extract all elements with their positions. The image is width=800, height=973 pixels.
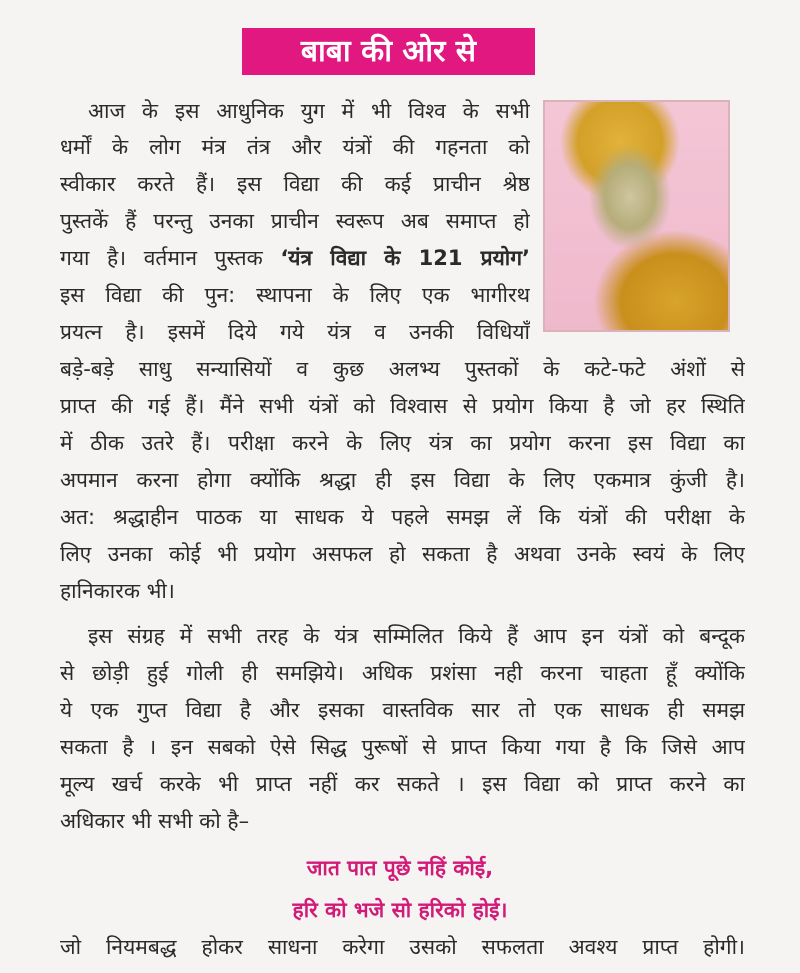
- text-line: में ठीक उतरे हैं। परीक्षा करने के लिए यंत्र का प्रयोग करना इस विद्या का: [60, 431, 745, 455]
- text-line: बड़े-बड़े साधु सन्यासियों व कुछ अलभ्य पुस्तकों के कटे-फटे अंशों से: [60, 357, 745, 381]
- verse-line: जात पात पूछे नहिं कोई,: [306, 856, 494, 880]
- text-line: इस संग्रह में सभी तरह के यंत्र सम्मिलित किये हैं आप इन यंत्रों को बन्दूक: [88, 624, 745, 648]
- text-line: आज के इस आधुनिक युग में भी विश्व के सभी: [88, 99, 530, 123]
- text-run: गया है। वर्तमान पुस्तक: [60, 246, 281, 270]
- page-title: बाबा की ओर से: [242, 28, 535, 75]
- text-line: पुस्तकें हैं परन्तु उनका प्राचीन स्वरूप अब समाप्त हो: [60, 209, 530, 233]
- text-line: धर्मों के लोग मंत्र तंत्र और यंत्रों की गहनता को: [60, 135, 530, 159]
- text-line: हानिकारक भी।: [60, 579, 175, 603]
- verse-line: हरि को भजे सो हरिको होई।: [292, 898, 508, 922]
- text-line: से छोड़ी हुई गोली ही समझिये। अधिक प्रशंसा नही करना चाहता हूँ क्योंकि: [60, 661, 745, 685]
- text-line: [60, 243, 530, 273]
- text-line: अधिकार भी सभी को है–: [60, 809, 250, 833]
- text-line: अत: श्रद्धाहीन पाठक या साधक ये पहले समझ लें कि यंत्रों की परीक्षा के: [60, 505, 745, 529]
- text-line: लिए उनका कोई भी प्रयोग असफल हो सकता है अथवा उनके स्वयं के लिए: [60, 542, 745, 566]
- text-line: मूल्य खर्च करके भी प्राप्त नहीं कर सकते । इस विद्या को प्राप्त करने का: [60, 772, 745, 796]
- text-line: प्राप्त की गई हैं। मैंने सभी यंत्रों को विश्वास से प्रयोग किया है जो हर स्थिति: [60, 394, 745, 418]
- closing-line: जो नियमबद्ध होकर साधना करेगा उसको सफलता अवश्य प्राप्त होगी।: [60, 935, 745, 959]
- author-photo: [543, 100, 730, 332]
- text-line: स्वीकार करते हैं। इस विद्या की कई प्राचीन श्रेष्ठ: [60, 172, 530, 196]
- text-line: अपमान करना होगा क्योंकि श्रद्धा ही इस विद्या के लिए एकमात्र कुंजी है।: [60, 468, 745, 492]
- text-line: ये एक गुप्त विद्या है और इसका वास्तविक सार तो एक साधक ही समझ: [60, 698, 745, 722]
- text-line: प्रयत्न है। इसमें दिये गये यंत्र व उनकी विधियाँ: [60, 320, 530, 344]
- text-line: इस विद्या की पुन: स्थापना के लिए एक भागीरथ: [60, 283, 530, 307]
- book-title: ‘यंत्र विद्या के 121 प्रयोग’: [280, 246, 530, 270]
- text-line: सकता है । इन सबको ऐसे सिद्ध पुरूषों से प्राप्त किया गया है कि जिसे आप: [60, 735, 745, 759]
